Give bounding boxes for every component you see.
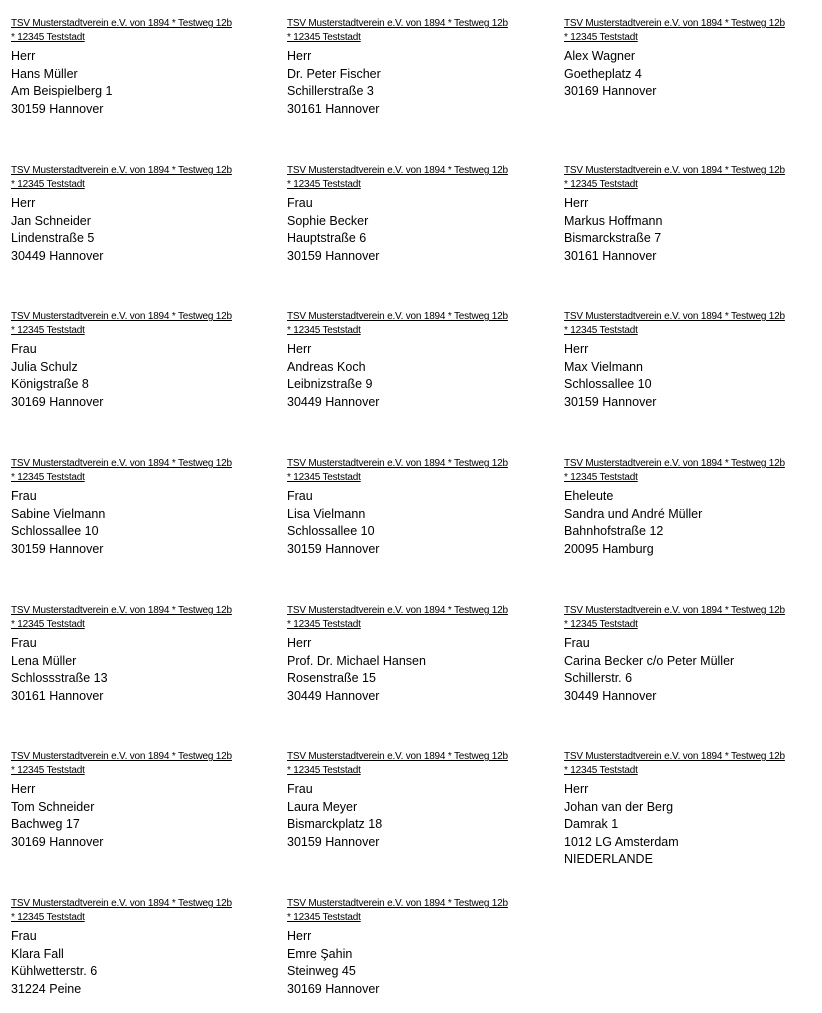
recipient-line-5: NIEDERLANDE: [564, 852, 653, 866]
sender-line-2: * 12345 Teststadt: [11, 619, 85, 630]
sender-line-1: TSV Musterstadtverein e.V. von 1894 * Testweg 12b: [11, 458, 232, 469]
recipient-line-1: Herr: [564, 782, 589, 796]
sender-line-2: * 12345 Teststadt: [11, 179, 85, 190]
recipient-line-2: Emre Şahin: [287, 946, 353, 961]
recipient-line-4: 30161 Hannover: [11, 688, 104, 703]
recipient-address: [564, 48, 816, 101]
recipient-address: [287, 781, 539, 851]
sender-line-1: TSV Musterstadtverein e.V. von 1894 * Testweg 12b: [11, 751, 232, 762]
sender-line-1: TSV Musterstadtverein e.V. von 1894 * Testweg 12b: [564, 165, 785, 176]
recipient-address: [287, 341, 539, 411]
recipient-line-2: Sabine Vielmann: [11, 506, 106, 521]
address-label: [287, 164, 539, 265]
sender-line-1: TSV Musterstadtverein e.V. von 1894 * Testweg 12b: [11, 311, 232, 322]
sender-line-1: TSV Musterstadtverein e.V. von 1894 * Testweg 12b: [11, 18, 232, 29]
recipient-line-1: Frau: [11, 489, 37, 503]
sender-line-2: * 12345 Teststadt: [564, 619, 638, 630]
sender-line-1: TSV Musterstadtverein e.V. von 1894 * Testweg 12b: [287, 458, 508, 469]
recipient-line-1: Eheleute: [564, 489, 614, 503]
sender-line-2: * 12345 Teststadt: [11, 32, 85, 43]
recipient-address: [11, 928, 263, 998]
recipient-address: [564, 635, 816, 705]
recipient-line-4: 30449 Hannover: [11, 248, 104, 263]
recipient-line-1: Frau: [287, 196, 313, 210]
sender-line-1: TSV Musterstadtverein e.V. von 1894 * Testweg 12b: [11, 605, 232, 616]
sender-line-2: * 12345 Teststadt: [287, 325, 361, 336]
recipient-line-3: Schlossstraße 13: [11, 671, 108, 685]
recipient-line-2: Markus Hoffmann: [564, 213, 663, 228]
address-label: [11, 604, 263, 705]
recipient-line-4: 30159 Hannover: [11, 101, 104, 116]
recipient-line-1: Frau: [564, 636, 590, 650]
recipient-line-4: 20095 Hamburg: [564, 541, 654, 556]
recipient-line-1: Herr: [287, 49, 312, 63]
recipient-line-2: Max Vielmann: [564, 359, 643, 374]
recipient-line-1: Herr: [11, 782, 36, 796]
recipient-line-3: Lindenstraße 5: [11, 231, 95, 245]
sender-line-2: * 12345 Teststadt: [287, 765, 361, 776]
recipient-line-1: Herr: [11, 49, 36, 63]
recipient-address: [11, 488, 263, 558]
sender-line-2: * 12345 Teststadt: [287, 472, 361, 483]
recipient-address: [564, 781, 816, 869]
sender-line-2: * 12345 Teststadt: [11, 325, 85, 336]
sender-line-1: TSV Musterstadtverein e.V. von 1894 * Testweg 12b: [11, 898, 232, 909]
sender-line-2: * 12345 Teststadt: [564, 472, 638, 483]
recipient-line-1: Herr: [564, 342, 589, 356]
address-label: [11, 897, 263, 998]
recipient-line-1: Frau: [11, 636, 37, 650]
recipient-line-4: 31224 Peine: [11, 981, 82, 996]
recipient-line-3: Steinweg 45: [287, 964, 356, 978]
recipient-line-3: Bahnhofstraße 12: [564, 524, 664, 538]
recipient-line-3: Hauptstraße 6: [287, 231, 367, 245]
recipient-address: [287, 635, 539, 705]
address-label: [287, 17, 539, 118]
recipient-line-3: 30169 Hannover: [564, 84, 657, 98]
recipient-line-2: Julia Schulz: [11, 359, 78, 374]
recipient-line-1: Frau: [11, 929, 37, 943]
address-label: [11, 164, 263, 265]
address-label: [11, 310, 263, 411]
recipient-address: [287, 195, 539, 265]
recipient-line-3: Schlossallee 10: [11, 524, 99, 538]
recipient-line-3: Schlossallee 10: [564, 377, 652, 391]
recipient-address: [564, 195, 816, 265]
address-label: [564, 750, 816, 869]
sender-line-2: * 12345 Teststadt: [564, 325, 638, 336]
recipient-line-2: Sophie Becker: [287, 213, 369, 228]
recipient-line-2: Carina Becker c/o Peter Müller: [564, 653, 735, 668]
recipient-line-3: Damrak 1: [564, 817, 619, 831]
recipient-line-1: Frau: [11, 342, 37, 356]
recipient-line-4: 30169 Hannover: [287, 981, 380, 996]
sender-line-1: TSV Musterstadtverein e.V. von 1894 * Testweg 12b: [287, 165, 508, 176]
recipient-line-2: Johan van der Berg: [564, 799, 674, 814]
recipient-line-2: Lisa Vielmann: [287, 506, 366, 521]
sender-line-1: TSV Musterstadtverein e.V. von 1894 * Testweg 12b: [287, 311, 508, 322]
sender-line-2: * 12345 Teststadt: [11, 912, 85, 923]
recipient-address: [287, 928, 539, 998]
sender-line-2: * 12345 Teststadt: [11, 472, 85, 483]
recipient-line-2: Klara Fall: [11, 946, 64, 961]
address-label: [564, 310, 816, 411]
recipient-line-2: Jan Schneider: [11, 213, 91, 228]
recipient-line-1: Herr: [564, 196, 589, 210]
recipient-line-3: Bismarckplatz 18: [287, 817, 383, 831]
recipient-address: [564, 488, 816, 558]
recipient-line-3: Bismarckstraße 7: [564, 231, 662, 245]
recipient-line-4: 30159 Hannover: [287, 541, 380, 556]
recipient-address: [11, 781, 263, 851]
recipient-address: [11, 48, 263, 118]
recipient-line-2: Lena Müller: [11, 653, 77, 668]
recipient-line-2: Laura Meyer: [287, 799, 358, 814]
recipient-line-4: 30159 Hannover: [287, 834, 380, 849]
sender-line-2: * 12345 Teststadt: [287, 912, 361, 923]
sender-line-2: * 12345 Teststadt: [11, 765, 85, 776]
recipient-address: [564, 341, 816, 411]
recipient-line-2: Andreas Koch: [287, 359, 366, 374]
recipient-address: [287, 488, 539, 558]
recipient-line-2: Tom Schneider: [11, 799, 95, 814]
recipient-line-1: Herr: [11, 196, 36, 210]
recipient-line-1: Herr: [287, 636, 312, 650]
recipient-line-2: Prof. Dr. Michael Hansen: [287, 653, 426, 668]
recipient-line-3: Schlossallee 10: [287, 524, 375, 538]
recipient-address: [11, 341, 263, 411]
sender-line-1: TSV Musterstadtverein e.V. von 1894 * Testweg 12b: [287, 751, 508, 762]
recipient-line-3: Am Beispielberg 1: [11, 84, 113, 98]
sender-line-1: TSV Musterstadtverein e.V. von 1894 * Testweg 12b: [287, 898, 508, 909]
recipient-line-2: Sandra und André Müller: [564, 506, 703, 521]
address-label: [564, 17, 816, 101]
recipient-line-2: Hans Müller: [11, 66, 78, 81]
recipient-line-3: Bachweg 17: [11, 817, 80, 831]
sender-line-2: * 12345 Teststadt: [564, 179, 638, 190]
recipient-address: [287, 48, 539, 118]
recipient-line-4: 30449 Hannover: [287, 688, 380, 703]
recipient-line-4: 30169 Hannover: [11, 834, 104, 849]
address-label: [564, 604, 816, 705]
recipient-line-4: 30161 Hannover: [564, 248, 657, 263]
recipient-line-3: Königstraße 8: [11, 377, 89, 391]
sender-line-1: TSV Musterstadtverein e.V. von 1894 * Testweg 12b: [564, 18, 785, 29]
address-label: [11, 457, 263, 558]
recipient-line-4: 30449 Hannover: [287, 394, 380, 409]
recipient-line-1: Herr: [287, 342, 312, 356]
address-label: [11, 750, 263, 851]
recipient-line-3: Schillerstr. 6: [564, 671, 633, 685]
address-label: [564, 164, 816, 265]
sender-line-2: * 12345 Teststadt: [287, 32, 361, 43]
sender-line-1: TSV Musterstadtverein e.V. von 1894 * Testweg 12b: [287, 18, 508, 29]
recipient-line-2: Dr. Peter Fischer: [287, 66, 381, 81]
recipient-line-4: 30159 Hannover: [11, 541, 104, 556]
address-label: [11, 17, 263, 118]
sender-line-2: * 12345 Teststadt: [564, 765, 638, 776]
sender-line-1: TSV Musterstadtverein e.V. von 1894 * Testweg 12b: [564, 605, 785, 616]
sender-line-1: TSV Musterstadtverein e.V. von 1894 * Testweg 12b: [564, 311, 785, 322]
recipient-line-1: Herr: [287, 929, 312, 943]
sender-line-1: TSV Musterstadtverein e.V. von 1894 * Testweg 12b: [11, 165, 232, 176]
address-label: [287, 457, 539, 558]
sender-line-1: TSV Musterstadtverein e.V. von 1894 * Testweg 12b: [564, 751, 785, 762]
sender-line-2: * 12345 Teststadt: [564, 32, 638, 43]
recipient-line-4: 30161 Hannover: [287, 101, 380, 116]
recipient-line-4: 30169 Hannover: [11, 394, 104, 409]
recipient-line-3: Schillerstraße 3: [287, 84, 374, 98]
address-label: [287, 750, 539, 851]
recipient-line-3: Kühlwetterstr. 6: [11, 964, 98, 978]
recipient-line-1: Frau: [287, 782, 313, 796]
recipient-line-2: Goetheplatz 4: [564, 66, 642, 81]
recipient-address: [11, 635, 263, 705]
recipient-line-3: Rosenstraße 15: [287, 671, 376, 685]
sender-line-1: TSV Musterstadtverein e.V. von 1894 * Testweg 12b: [287, 605, 508, 616]
recipient-line-4: 30159 Hannover: [564, 394, 657, 409]
recipient-line-3: Leibnizstraße 9: [287, 377, 373, 391]
recipient-line-4: 1012 LG Amsterdam: [564, 834, 679, 849]
recipient-line-1: Frau: [287, 489, 313, 503]
recipient-line-4: 30449 Hannover: [564, 688, 657, 703]
address-label: [287, 604, 539, 705]
address-label: [564, 457, 816, 558]
address-label: [287, 310, 539, 411]
sender-line-2: * 12345 Teststadt: [287, 619, 361, 630]
address-label: [287, 897, 539, 998]
sender-line-1: TSV Musterstadtverein e.V. von 1894 * Testweg 12b: [564, 458, 785, 469]
recipient-address: [11, 195, 263, 265]
recipient-line-1: Alex Wagner: [564, 49, 636, 63]
recipient-line-4: 30159 Hannover: [287, 248, 380, 263]
sender-line-2: * 12345 Teststadt: [287, 179, 361, 190]
